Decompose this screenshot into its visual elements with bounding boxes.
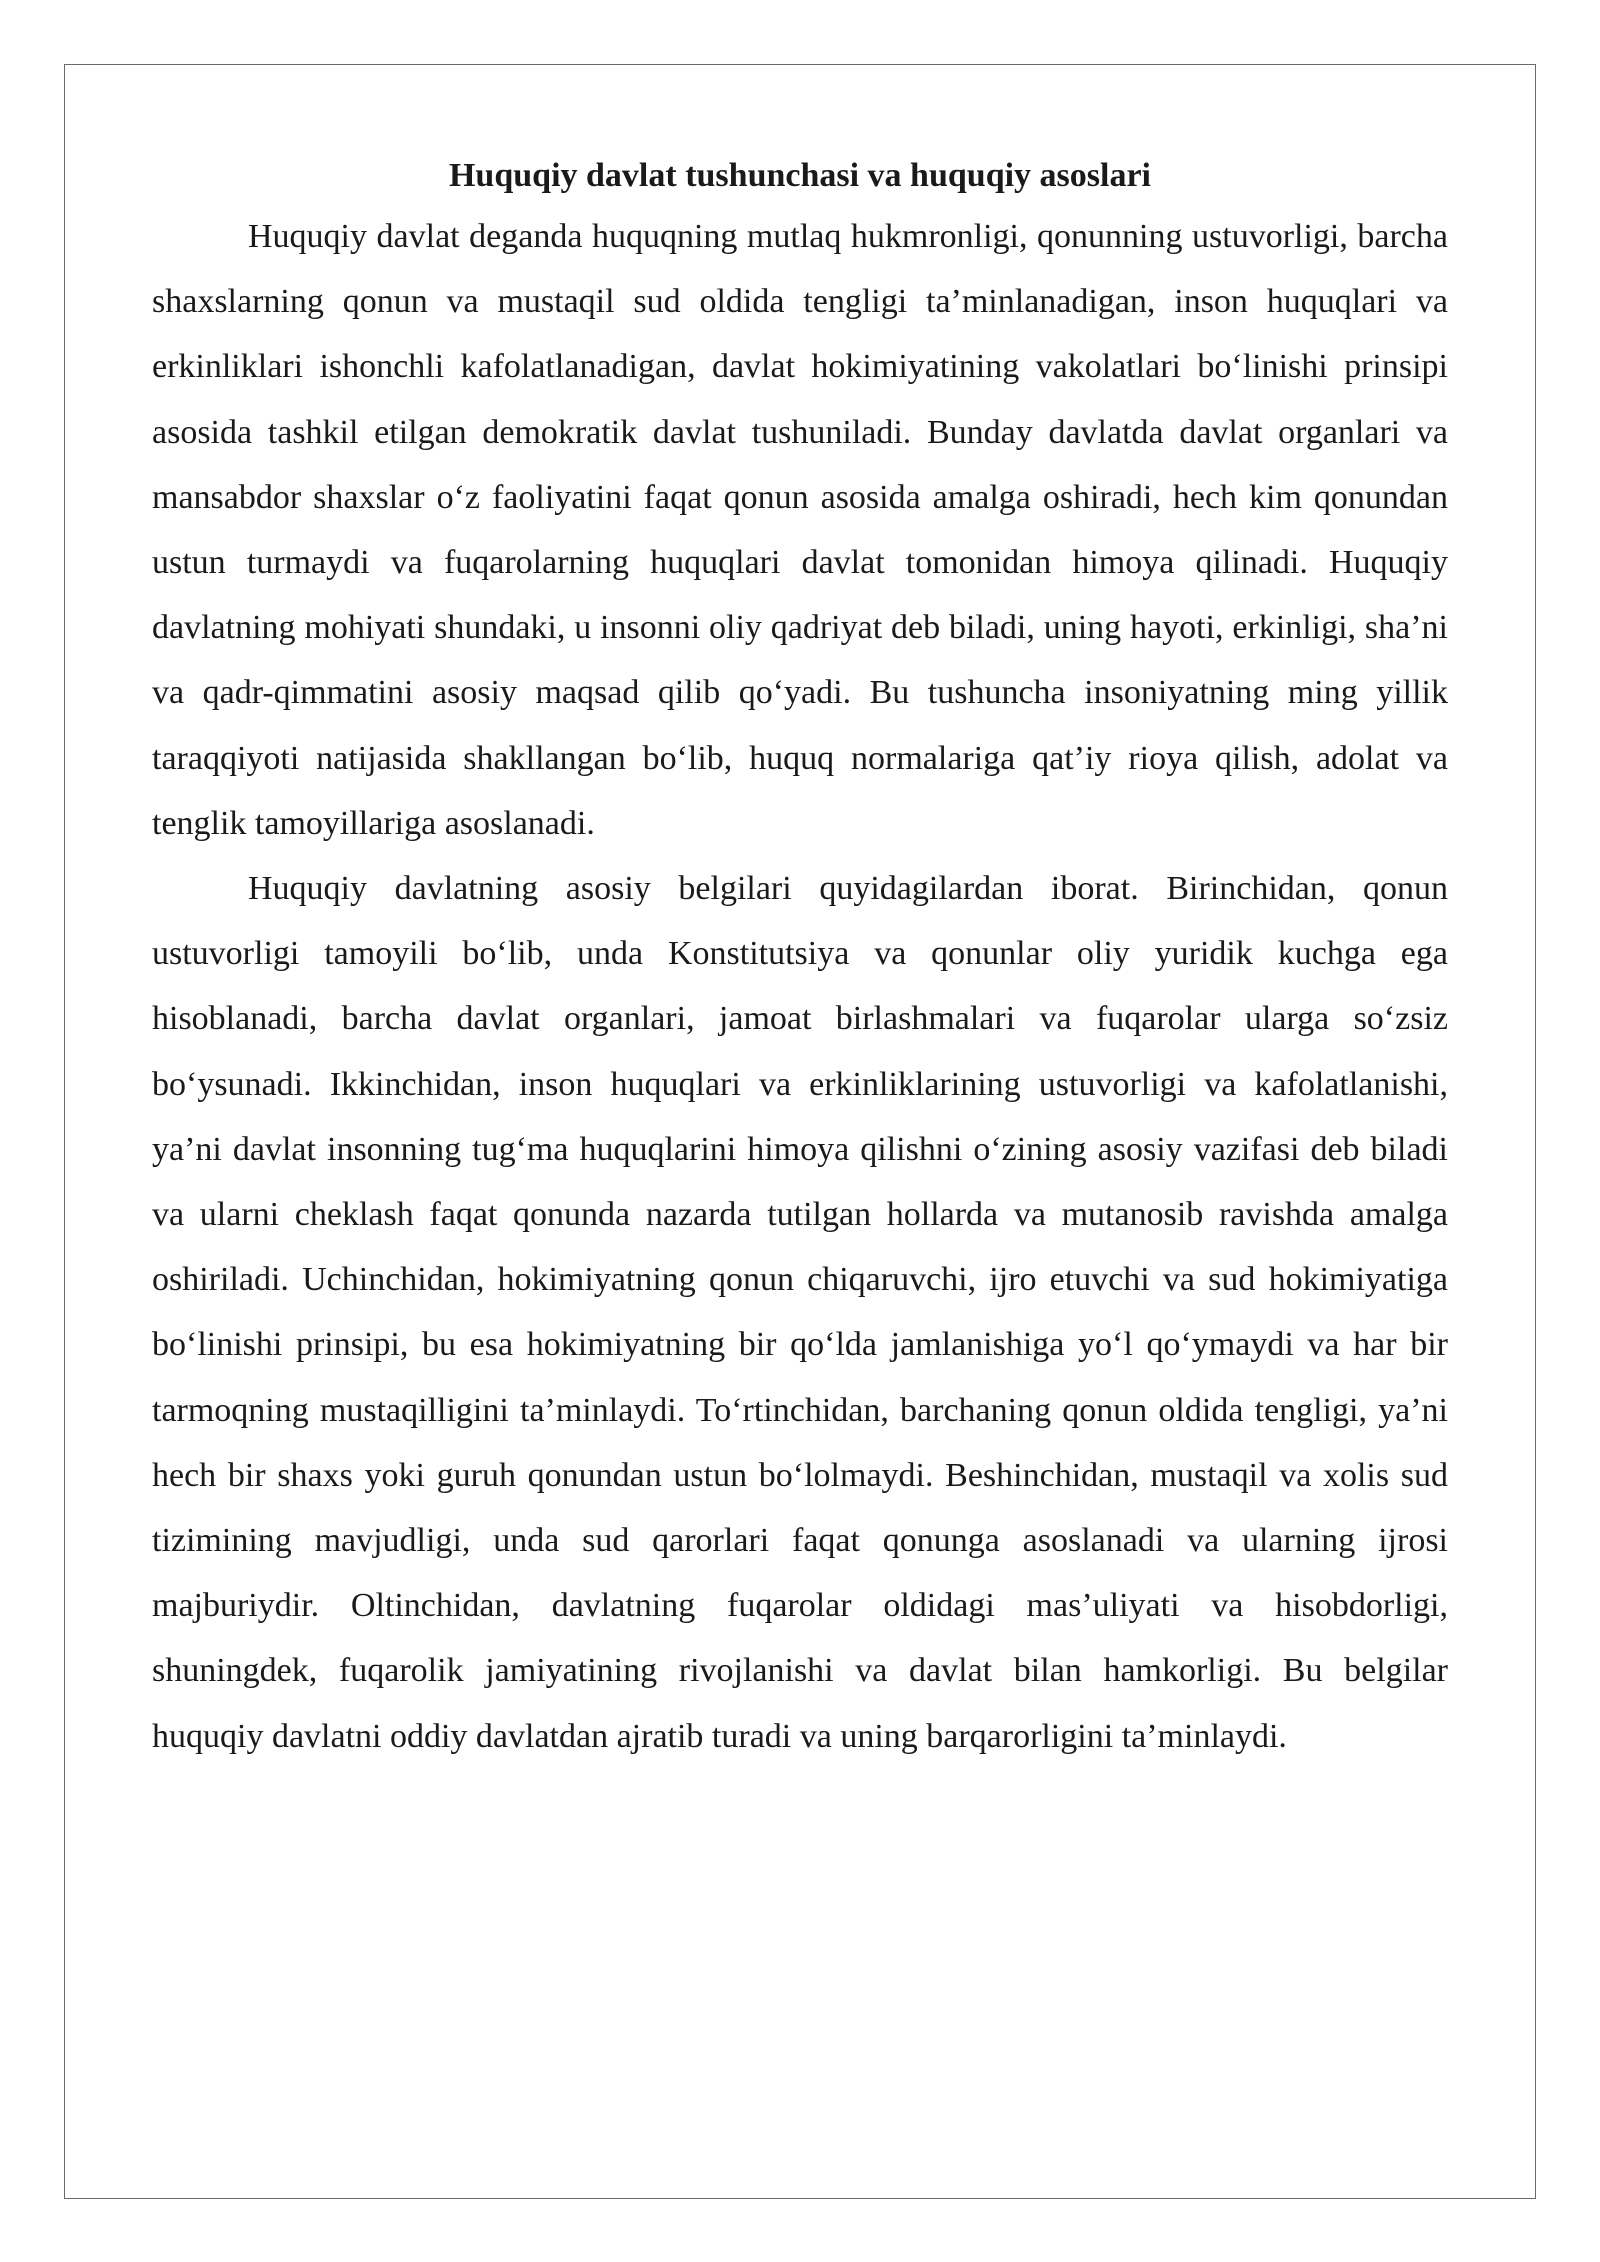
document-body [152,150,1448,1769]
paragraph-features: Huquqiy davlatning asosiy belgilari quyidagilardan iborat. Birinchidan, qonun ustuvorligi tamoyili bo‘lib, unda Konstitutsiya va qonunlar oliy yuridik kuchga ega hisoblanadi, barcha davlat organlari, jamoat birlashmalari va fuqarolar ularga so‘zsiz bo‘ysunadi. Ikkinchidan, inson huquqlari va erkinliklarining ustuvorligi va kafolatlanishi, ya’ni davlat insonning tug‘ma huquqlarini himoya qilishni o‘zining asosiy vazifasi deb biladi va ularni cheklash faqat qonunda nazarda tutilgan hollarda va mutanosib ravishda amalga oshiriladi. Uchinchidan, hokimiyatning qonun chiqaruvchi, ijro etuvchi va sud hokimiyatiga bo‘linishi prinsipi, bu esa hokimiyatning bir qo‘lda jamlanishiga yo‘l qo‘ymaydi va har bir tarmoqning mustaqilligini ta’minlaydi. To‘rtinchidan, barchaning qonun oldida tengligi, ya’ni hech bir shaxs yoki guruh qonundan ustun bo‘lolmaydi. Beshinchidan, mustaqil va xolis sud tizimining mavjudligi, unda sud qarorlari faqat qonunga asoslanadi va ularning ijrosi majburiydir. Oltinchidan, davlatning fuqarolar oldidagi mas’uliyati va hisobdorligi, shuningdek, fuqarolik jamiyatining rivojlanishi va davlat bilan hamkorligi. Bu belgilar huquqiy davlatni oddiy davlatdan ajratib turadi va uning barqarorligini ta’minlaydi. [152,870,1448,1755]
paragraph-definition: Huquqiy davlat deganda huquqning mutlaq hukmronligi, qonunning ustuvorligi, barcha shaxslarning qonun va mustaqil sud oldida tengligi ta’minlanadigan, inson huquqlari va erkinliklari ishonchli kafolatlanadigan, davlat hokimiyatining vakolatlari bo‘linishi prinsipi asosida tashkil etilgan demokratik davlat tushuniladi. Bunday davlatda davlat organlari va mansabdor shaxslar o‘z faoliyatini faqat qonun asosida amalga oshiradi, hech kim qonundan ustun turmaydi va fuqarolarning huquqlari davlat tomonidan himoya qilinadi. Huquqiy davlatning mohiyati shundaki, u insonni oliy qadriyat deb biladi, uning hayoti, erkinligi, sha’ni va qadr-qimmatini asosiy maqsad qilib qo‘yadi. Bu tushuncha insoniyatning ming yillik taraqqiyoti natijasida shakllangan bo‘lib, huquq normalariga qat’iy rioya qilish, adolat va tenglik tamoyillariga asoslanadi. [152,218,1448,842]
document-title: Huquqiy davlat tushunchasi va huquqiy asoslari [448,157,1151,194]
